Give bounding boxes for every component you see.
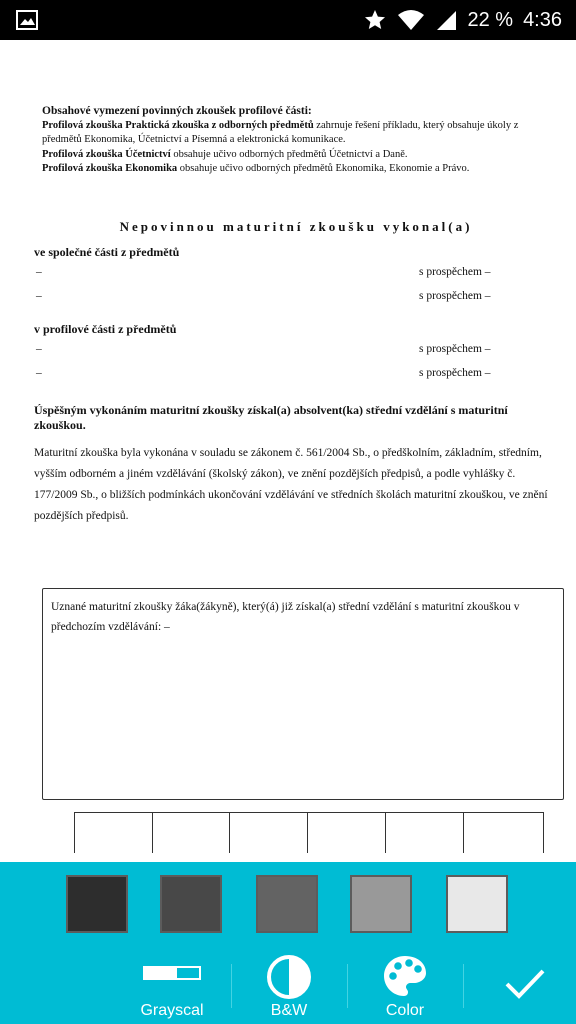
swatch-medium[interactable] [256,875,318,933]
exam-definition-block [34,104,558,177]
swatch-light[interactable] [350,875,412,933]
legal-paragraph: Maturitní zkouška byla vykonána v souladu se zákonem č. 561/2004 Sb., o předškolním, základním, středním, vyšším odborném a jiném vzdělávání (školský zákon), ve znění pozdějších předpisů, a podle vyhlášky č. 177/2009 Sb., o bližších podmínkách ukončování vzdělávání ve středních školách maturitní zkouškou, ve znění pozdějších předpisů. [34,446,548,522]
grayscale-slider-icon [143,966,201,980]
signal-icon [435,9,457,31]
status-bar [0,0,576,40]
battery-percent: 22 % [467,8,514,31]
divider [463,964,464,1008]
table-edge [74,812,544,853]
optional-exam-heading: Nepovinnou maturitní zkoušku vykonal(a) [119,218,473,234]
common-part-title: ve společné části z předmětů [34,244,180,259]
exam-definition-title: Obsahové vymezení povinných zkoušek profilové části: [42,105,312,117]
definition-line: Profilová zkouška Ekonomika obsahuje učivo odborných předmětů Ekonomika, Ekonomie a Právo. [42,163,470,174]
confirm-button[interactable] [480,950,576,1024]
wifi-icon [397,9,425,31]
result-row: – s prospěchem – [36,265,491,278]
recognized-exams-text: Uznané maturitní zkoušky žáka(žákyně), který(á) již získal(a) střední vzdělání s maturitní zkouškou v předchozím vzdělávání: – [51,601,520,633]
grayscale-button[interactable]: Grayscal [114,950,230,1024]
color-button[interactable]: Color [347,950,463,1024]
check-icon [504,968,546,1000]
contrast-icon [266,954,312,1000]
clock: 4:36 [523,8,562,31]
palette-icon [382,954,428,1000]
success-heading: Úspěšným vykonáním maturitní zkoušky získal(a) absolvent(ka) střední vzdělání s maturitní zkouškou. [34,402,508,432]
filter-panel [0,862,576,1024]
swatch-lightest[interactable] [446,875,508,933]
gallery-icon [16,10,38,30]
recognized-exams-box [42,588,564,800]
document-content [34,104,558,527]
swatch-darkest[interactable] [66,875,128,933]
bw-button[interactable]: B&W [231,950,347,1024]
definition-line: Profilová zkouška Praktická zkouška z odborných předmětů zahrnuje řešení příkladu, který obsahuje úkoly z předmětů Ekonomika, Účetnictví a Písemná a elektronická komunikace. [42,119,519,145]
document-preview [0,40,576,862]
result-row: – s prospěchem – [36,366,491,379]
definition-line: Profilová zkouška Účetnictví obsahuje učivo odborných předmětů Účetnictví a Daně. [42,148,408,160]
profile-part-title: v profilové části z předmětů [34,321,177,336]
star-icon [363,8,387,32]
result-row: – s prospěchem – [36,342,491,355]
result-row: – s prospěchem – [36,289,491,302]
swatch-dark[interactable] [160,875,222,933]
